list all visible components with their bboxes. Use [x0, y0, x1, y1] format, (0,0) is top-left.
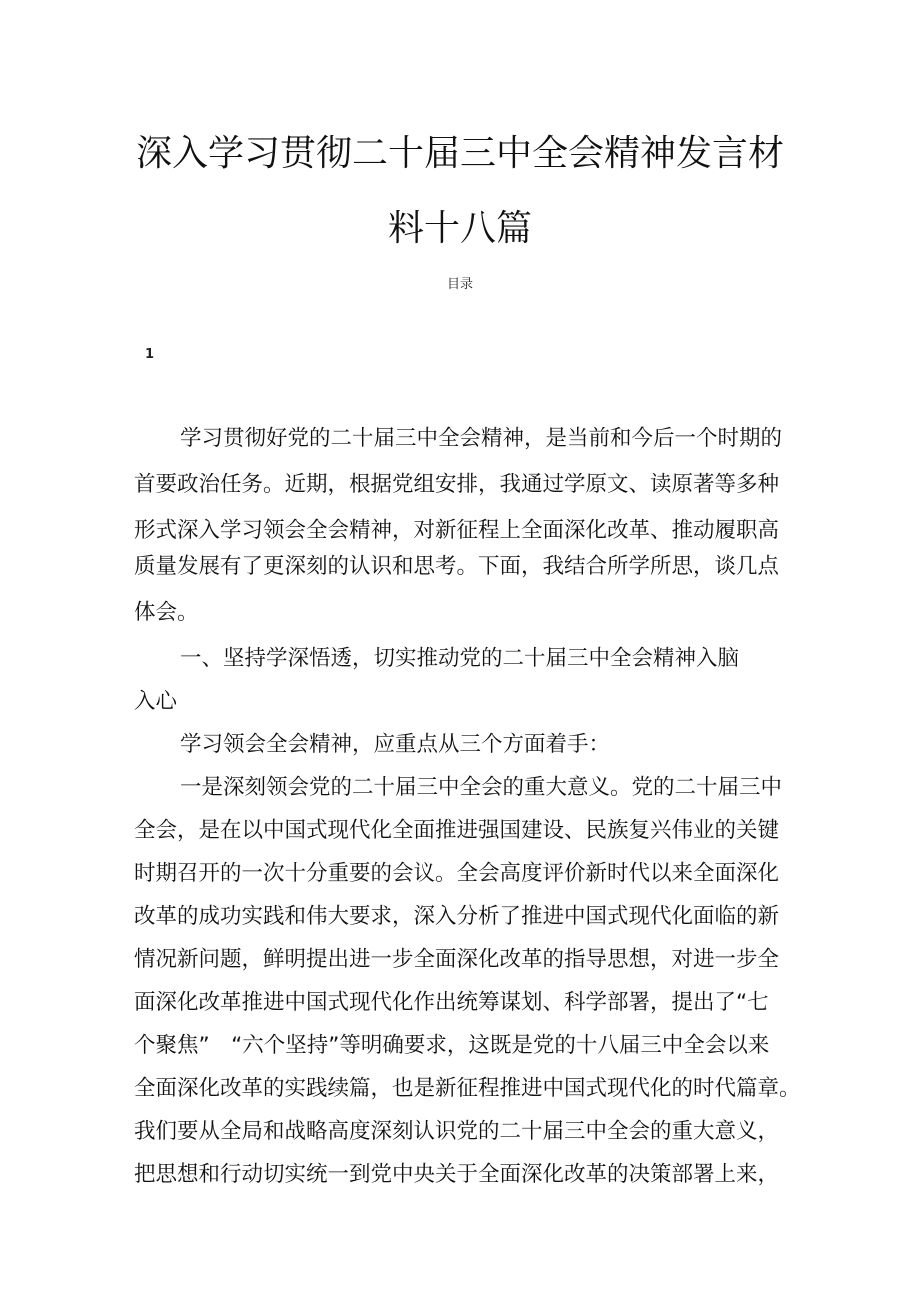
body-line: 一是深刻领会党的二十届三中全会的重大意义。党的二十届三中 [180, 775, 783, 800]
body-line: 学习领会全会精神，应重点从三个方面着手： [180, 732, 611, 757]
body-line: 形式深入学习领会全会精神，对新征程上全面深化改革、推动履职高 [134, 518, 780, 543]
body-line: 全会，是在以中国式现代化全面推进强国建设、民族复兴伟业的关键 [134, 818, 780, 843]
body-line: 面深化改革推进中国式现代化作出统筹谋划、科学部署，提出了“七 [134, 990, 769, 1015]
toc-label: 目录 [446, 277, 473, 292]
section-heading-line-1: 一、坚持学深悟透，切实推动党的二十届三中全会精神入脑 [180, 646, 740, 671]
section-number: 1 [145, 347, 155, 362]
section-heading-line-2: 入心 [134, 689, 178, 714]
body-line: 质量发展有了更深刻的认识和思考。下面，我结合所学所思，谈几点 [134, 554, 780, 579]
document-title-line-1: 深入学习贯彻二十届三中全会精神发言材 [135, 133, 784, 174]
body-line: 首要政治任务。近期，根据党组安排，我通过学原文、读原著等多种 [134, 472, 780, 497]
document-title-line-2: 料十八篇 [387, 208, 532, 249]
body-line: 全面深化改革的实践续篇，也是新征程推进中国式现代化的时代篇章。 [134, 1076, 801, 1101]
body-line: 我们要从全局和战略高度深刻认识党的二十届三中全会的重大意义， [134, 1119, 780, 1144]
body-line: 体会。 [134, 600, 199, 625]
body-line: 情况新问题，鲜明提出进一步全面深化改革的指导思想，对进一步全 [134, 947, 780, 972]
body-line: 学习贯彻好党的二十届三中全会精神，是当前和今后一个时期的 [180, 426, 783, 451]
body-line: 把思想和行动切实统一到党中央关于全面深化改革的决策部署上来， [134, 1162, 780, 1187]
body-line: 时期召开的一次十分重要的会议。全会高度评价新时代以来全面深化 [134, 861, 780, 886]
body-line: 改革的成功实践和伟大要求，深入分析了推进中国式现代化面临的新 [134, 904, 780, 929]
body-line: 个聚焦” “六个坚持”等明确要求，这既是党的十八届三中全会以来 [134, 1033, 770, 1058]
